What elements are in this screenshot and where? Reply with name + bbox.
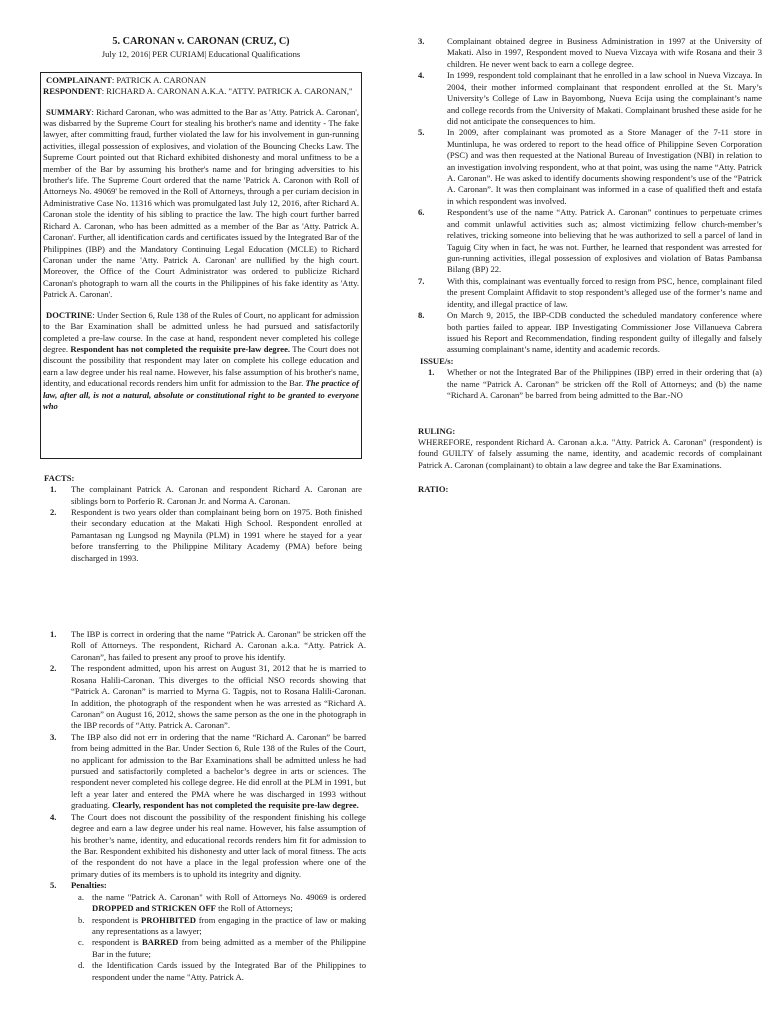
item-letter: a.	[78, 891, 84, 902]
list-item	[40, 484, 362, 507]
ruling-heading: RULING:	[418, 425, 456, 436]
ratio-heading: RATIO:	[418, 484, 449, 495]
item-text-bold: PROHIBITED	[141, 914, 196, 925]
item-number: 6.	[418, 207, 425, 218]
ratio-list	[40, 629, 366, 892]
item-text-part: the name "Patrick A. Caronan" with Roll of Attorneys No. 49069 is ordered	[92, 891, 366, 902]
item-number: 3.	[50, 731, 57, 742]
doctrine-bold-italic: The practice of law, after all, is not a natural, absolute or constitutional right to be granted to everyone who	[43, 378, 359, 412]
list-item	[418, 367, 762, 401]
case-subtitle: July 12, 2016| PER CURIAM| Educational Qualifications	[101, 49, 301, 60]
list-item	[78, 915, 366, 938]
respondent-value: : RICHARD A. CARONAN A.K.A. "ATTY. PATRICK A. CARONAN,"	[101, 86, 353, 97]
item-text-bold: BARRED	[142, 937, 179, 948]
item-text: Whether or not the Integrated Bar of the Philippines (IBP) erred in their ordering that (a) the name “Patrick A. Caronan” be stricken off the Roll of Attorneys; and (b) the name “Richard A. Caronan” be barred from being admitted to the Bar.-NO	[447, 367, 762, 401]
list-item	[418, 127, 762, 207]
item-text: Respondent’s use of the name “Atty. Patrick A. Caronan” continues to perpetuate crimes and commit unlawful activities such as; almost victimizing fellow church-member’s relatives, tricking someone into believing that he was authorized to sell a parcel of land in Taguig City when in fact, he was not. Further, he learned that respondent was arrested for gun-running activities, illegal possession of explosives and violation of Batas Pambansa Bilang (BP) 22.	[447, 207, 762, 275]
item-text-part: from engaging in the practice of law or making any representations as a lawyer;	[92, 914, 366, 936]
item-number: 5.	[50, 880, 57, 891]
item-number: 1.	[428, 367, 435, 378]
item-number: 5.	[418, 127, 425, 138]
item-text: Respondent is two years older than complainant being born on 1975. Both finished their secondary education at the Makati High School. Respondent enrolled at Pamantasan ng Lungsod ng Maynila (PLM) in 1991 where he stayed for a year before transferring to the Philippine Military Academy (PMA) before being discharged in 1993.	[71, 506, 362, 563]
item-number: 3.	[418, 36, 425, 46]
item-number: 8.	[418, 310, 425, 321]
item-number: 4.	[50, 811, 57, 822]
item-text: On March 9, 2015, the IBP-CDB conducted the scheduled mandatory conference where both parties failed to appear. IBP Investigating Commissioner Jose Villanueva Cabrera issued his Report and Recommendation, finding respondent guilty of illegally and falsely assuming complainant’s name, identity and academic records.	[447, 310, 762, 355]
issues-list	[418, 367, 762, 401]
facts-list-continued	[418, 36, 762, 356]
item-number: 1.	[50, 484, 57, 495]
item-text-part: from being admitted as a member of the Philippine Bar in the future;	[92, 937, 366, 959]
item-text-bold: Clearly, respondent has not completed the requisite pre-law degree.	[112, 800, 359, 811]
list-item	[418, 207, 762, 276]
ratio-column	[40, 629, 366, 983]
list-item	[78, 892, 366, 915]
list-item	[78, 937, 366, 960]
list-item	[40, 663, 366, 732]
summary-text: : Richard Caronan, who was admitted to the Bar as 'Atty. Patrick A. Caronan', was disbarred by the Supreme Court for stealing his brother's name and identity - The fake lawyer, after committing fraud, further violated the law for his involvement in gun-running activities, illegal possession of explosives, and violation of the Bouncing Checks Law. The Supreme Court pointed out that Richard exhibited dishonesty and moral unfitness to be a member of the Bar by assuming his brother's name and for bringing adversities to his brother's life. The Supreme Court ordered that the name 'Patrick A. Caronon with Roll of Attorneys No. 49069' be removed in the Roll of Attorneys, through a per curiam decision in Administrative Case No. 11316 which was promulgated last July 12, 2016, after Richard A. Caronan stole the identity of his sibling to practice the law. The high court further barred Richard A. Caronan, who has been admitted as a member of the Bar as 'Atty. Patrick A. Caronan'. Further, all identification cards and certificates issued by the Integrated Bar of the Philippines (IBP) and the Mandatory Continuing Legal Education (MCLE) to Richard Caronan under the name 'Atty. Patrick A. Caronan' are nullified by the high court. Moreover, the Office of the Court Administrator was ordered to publicize Richard Caronan's photograph to warn all the courts in the Philippines of his fake identity as 'Atty. Patrick A. Caronan'.	[43, 106, 359, 300]
item-text: In 2009, after complainant was promoted as a Store Manager of the 7-11 store in Muntinlupa, he was ordered to report to the head office of Philippine Seven Corporation (PSC) and was then requested at the National Bureau of Investigation (NBI) in relation to an investigation involving respondent, who at that point, was using the name “Atty. Patrick A. Caronan”. He was asked to identify documents showing respondent’s use of the “Patrick A. Caronan”. It was then complainant was informed in a case of qualified theft and estafa in which respondent was involved.	[447, 127, 762, 206]
item-number: 7.	[418, 275, 425, 286]
list-item	[418, 276, 762, 310]
item-text	[92, 915, 366, 938]
item-number: 1.	[50, 629, 57, 639]
doctrine-text-1: : Under Section 6, Rule 138 of the Rules of Court, no applicant for admission to the Bar Examination shall be admitted unless he had pursued and satisfactorily completed a pre-law course. In the case at hand, respondent never completed his college degree.	[43, 309, 359, 354]
case-title: 5. CARONAN v. CARONAN (CRUZ, C)	[112, 36, 290, 47]
item-text-part: the Roll of Attorneys;	[215, 903, 293, 914]
item-letter: c.	[78, 937, 84, 948]
list-item	[40, 880, 366, 891]
respondent-label: RESPONDENT	[43, 86, 102, 97]
item-number: 2.	[50, 506, 57, 517]
item-text: The IBP is correct in ordering that the name “Patrick A. Caronan” be stricken off the Roll of Attorneys. The respondent, Richard A. Caronan a.k.a. “Atty. Patrick A. Caronan”, has failed to present any proof to prove his identify.	[71, 629, 366, 662]
left-column	[40, 36, 362, 564]
item-text-part: respondent is	[92, 914, 141, 925]
complainant-label: COMPLAINANT	[46, 74, 112, 85]
item-text: With this, complainant was eventually forced to resign from PSC, hence, complainant filed the present Complaint Affidavit to stop respondent’s alleged use of the former’s name and identity, and illegal practice of law.	[447, 275, 762, 309]
list-item	[40, 732, 366, 812]
doctrine-label: DOCTRINE	[46, 309, 93, 320]
list-item	[418, 36, 762, 70]
doctrine-text-2: The Court does not discount the possibility that respondent may later on complete his college education and earn a law degree under his real name. However, his false assumption of his brother's name, identity, and educational records renders him unfit for admission to the Bar.	[43, 343, 359, 389]
item-text: In 1999, respondent told complainant that he enrolled in a law school in Nueva Vizcaya. In 2004, their mother informed complainant that respondent enrolled at the St. Mary’s University’s College of Law in Bayombong, Nueva Ecija using the complainant’s name and college records from the University of Makati. Complainant brushed these aside for he did not anticipate the consequences to him.	[447, 70, 762, 126]
item-text-bold: DROPPED and STRICKEN OFF	[92, 903, 216, 914]
facts-heading: FACTS:	[44, 472, 75, 483]
complainant-value: : PATRICK A. CARONAN	[111, 74, 207, 85]
doctrine-bold: Respondent has not completed the requisite pre-law degree.	[70, 343, 291, 354]
penalties-list	[78, 892, 366, 983]
list-item	[418, 70, 762, 127]
item-text-part: respondent is	[92, 937, 143, 948]
item-text-part: The IBP also did not err in ordering that the name “Richard A. Caronan” be barred from being admitted in the Bar. Under Section 6, Rule 138 of the Rules of the Court, no applicant for admission to the Bar Examinations shall be admitted unless he had pursued and satisfactorily completed a bachelor’s degree in arts or sciences. The respondent never completed his college degree. He did enroll at the PLM in 1991, but left a year later and entered the PMA where he was discharged in 1993 without graduating.	[71, 731, 366, 811]
item-letter: d.	[78, 960, 85, 971]
summary-box	[40, 72, 362, 459]
item-text	[70, 732, 366, 812]
penalties-label: Penalties:	[71, 880, 107, 891]
list-item	[40, 812, 366, 881]
item-text	[92, 892, 366, 915]
list-item	[40, 629, 366, 663]
complainant-line	[43, 75, 359, 86]
item-text: The Court does not discount the possibility of the respondent finishing his college degree and earn a law degree under his real name. However, his false assumption of his brother’s name, identity, and educational records renders him fit for admission to the Bar. Respondent exhibited his dishonesty and utter lack of moral fitness. The acts of the respondent do not have a place in the legal profession where one of the primary duties of its members is to uphold its integrity and dignity.	[71, 811, 366, 879]
spacer	[43, 301, 359, 310]
item-text: Complainant obtained degree in Business Administration in 1997 at the University of Makati. Also in 1997, Respondent moved to Nueva Vizcaya with wife Rosana and their 3 children. He never went back to earn a college degree.	[447, 36, 762, 69]
item-text-part: the Identification Cards issued by the Integrated Bar of the Philippines to respondent under the name "Atty. Patrick A.	[92, 960, 366, 982]
list-item	[418, 310, 762, 356]
ruling-text: WHEREFORE, respondent Richard A. Caronan a.k.a. "Atty. Patrick A. Caronan" (respondent) is found GUILTY of falsely assuming the name, identity, and academic records of complainant Patrick A. Caronan (complainant) to obtain a law degree and take the Bar Examinations.	[418, 436, 762, 470]
doctrine-paragraph	[43, 310, 359, 413]
item-number: 2.	[50, 663, 57, 674]
spacer	[43, 98, 359, 107]
item-text	[92, 937, 366, 960]
item-text: The complainant Patrick A. Caronan and respondent Richard A. Caronan are siblings born to Porferio R. Caronan Jr. and Norma A. Caronan.	[71, 484, 362, 506]
summary-paragraph	[43, 107, 359, 301]
issues-heading: ISSUE/s:	[420, 355, 454, 366]
list-item	[40, 507, 362, 564]
right-column	[418, 36, 762, 496]
item-text: The respondent admitted, upon his arrest on August 31, 2012 that he is married to Rosana Halili-Caronan. This diverges to the official NSO records showing that “Patrick A. Caronan” is married to Myrna G. Tagpis, not to Rosana Halili-Caronan. In addition, the photograph of the respondent when he was arrested as “Richard A. Caronan” on August 16, 2012, shows the same person as the one in the photograph in the IBP records of “Atty. Patrick A. Caronan”.	[71, 663, 366, 731]
facts-list	[40, 484, 362, 564]
summary-label: SUMMARY	[46, 106, 92, 117]
item-text	[92, 960, 366, 983]
item-number: 4.	[418, 70, 425, 81]
list-item	[78, 960, 366, 983]
item-letter: b.	[78, 914, 85, 925]
respondent-line	[43, 86, 359, 97]
